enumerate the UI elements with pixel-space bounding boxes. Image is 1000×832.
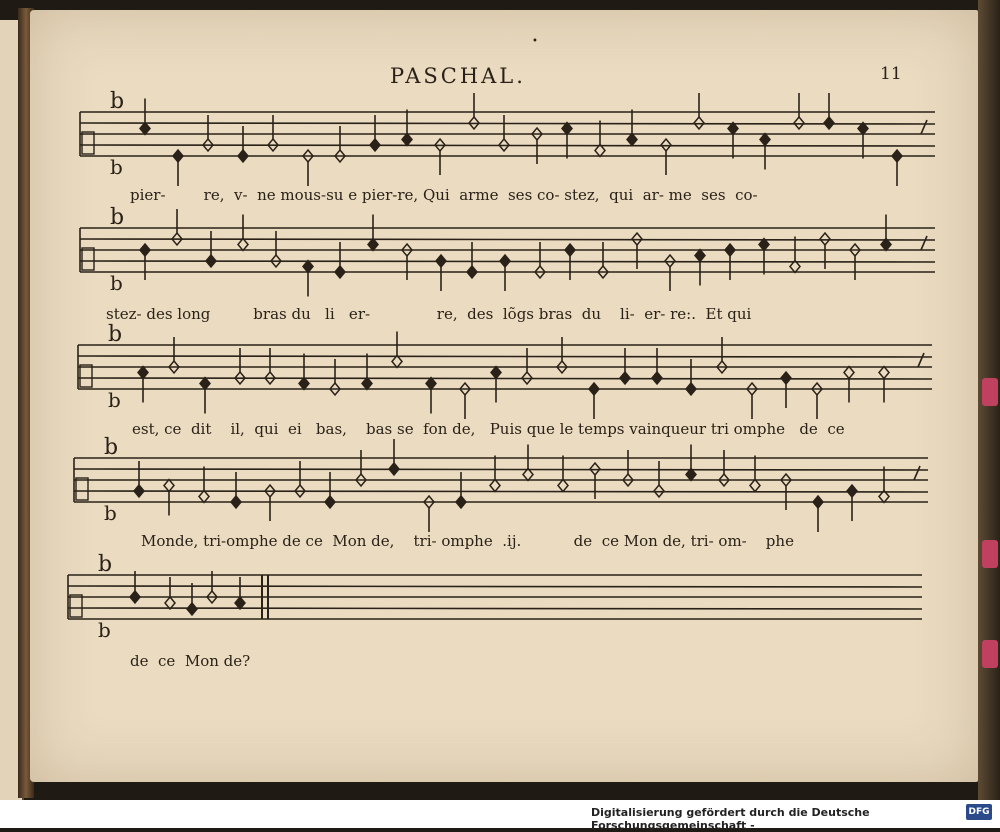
lyric-line-4: Monde, tri-omphe de ce Mon de, tri- omphe .ij. de ce Mon de, tri- om- phe bbox=[141, 532, 794, 550]
note-head bbox=[794, 117, 804, 129]
flat-sign: b bbox=[110, 155, 123, 179]
lyric-line-3: est, ce dit il, qui ei bas, bas se fon de, Puis que le temps vainqueur tri omphe de ce bbox=[132, 420, 845, 438]
note-head bbox=[238, 239, 248, 251]
note-head bbox=[303, 261, 313, 273]
flat-sign: b bbox=[104, 501, 117, 525]
note-head bbox=[725, 244, 735, 256]
note-head bbox=[370, 139, 380, 151]
note-head bbox=[589, 383, 599, 395]
flat-sign: b bbox=[108, 322, 123, 347]
note-head bbox=[173, 150, 183, 162]
note-head bbox=[750, 480, 760, 492]
note-head bbox=[165, 597, 175, 609]
note-head bbox=[565, 244, 575, 256]
lyric-line-5: de ce Mon de? bbox=[130, 652, 251, 670]
note-head bbox=[325, 496, 335, 508]
note-head bbox=[138, 367, 148, 379]
note-head bbox=[695, 250, 705, 262]
note-head bbox=[491, 367, 501, 379]
note-head bbox=[140, 123, 150, 135]
clef-mark bbox=[80, 365, 92, 387]
note-head bbox=[199, 491, 209, 503]
staff-line bbox=[78, 356, 932, 357]
note-head bbox=[362, 378, 372, 390]
note-head bbox=[140, 244, 150, 256]
custos bbox=[921, 236, 927, 250]
clef-mark bbox=[76, 478, 88, 500]
page-number: 11 bbox=[880, 64, 902, 84]
footer-credit: Digitalisierung gefördert durch die Deutsche Forschungsgemeinschaft - bbox=[591, 806, 870, 832]
note-head bbox=[426, 378, 436, 390]
clef-mark bbox=[82, 248, 94, 270]
staff-line bbox=[68, 586, 922, 587]
staff-line bbox=[74, 469, 928, 470]
note-head bbox=[781, 372, 791, 384]
note-head bbox=[187, 603, 197, 615]
flat-sign: b bbox=[110, 89, 125, 114]
note-head bbox=[389, 463, 399, 475]
ornament-dot: • bbox=[532, 36, 538, 47]
note-head bbox=[558, 480, 568, 492]
note-head bbox=[392, 356, 402, 368]
note-head bbox=[686, 383, 696, 395]
dfg-logo: DFG bbox=[966, 804, 992, 820]
note-head bbox=[231, 496, 241, 508]
note-head bbox=[892, 150, 902, 162]
note-head bbox=[164, 480, 174, 492]
note-head bbox=[130, 591, 140, 603]
note-head bbox=[879, 367, 889, 379]
flat-sign: b bbox=[104, 435, 119, 460]
custos bbox=[914, 466, 920, 480]
note-head bbox=[299, 378, 309, 390]
flat-sign: b bbox=[110, 205, 125, 230]
custos bbox=[918, 353, 924, 367]
custos bbox=[921, 120, 927, 134]
note-head bbox=[620, 372, 630, 384]
note-head bbox=[436, 255, 446, 267]
note-head bbox=[820, 233, 830, 245]
note-head bbox=[627, 134, 637, 146]
note-head bbox=[813, 496, 823, 508]
flat-sign: b bbox=[108, 388, 121, 412]
flat-sign: b bbox=[110, 271, 123, 295]
note-head bbox=[847, 485, 857, 497]
lyric-line-2: stez- des long bras du li er- re, des lõgs bras du li- er- re:. Et qui bbox=[106, 305, 752, 323]
note-head bbox=[824, 117, 834, 129]
note-head bbox=[134, 485, 144, 497]
note-head bbox=[467, 266, 477, 278]
note-head bbox=[490, 480, 500, 492]
flat-sign: b bbox=[98, 552, 113, 577]
note-head bbox=[456, 496, 466, 508]
note-head bbox=[402, 134, 412, 146]
note-head bbox=[235, 597, 245, 609]
clef-mark bbox=[70, 595, 82, 617]
note-head bbox=[206, 255, 216, 267]
note-head bbox=[368, 239, 378, 251]
note-head bbox=[760, 134, 770, 146]
lyric-line-1: pier- re, v- ne mous-su e pier-re, Qui arme ses co- stez, qui ar- me ses co- bbox=[130, 186, 758, 204]
staff-line bbox=[80, 239, 935, 240]
note-head bbox=[652, 372, 662, 384]
note-head bbox=[335, 266, 345, 278]
page-title: PASCHAL. bbox=[390, 64, 526, 88]
note-head bbox=[500, 255, 510, 267]
note-head bbox=[238, 150, 248, 162]
note-head bbox=[200, 378, 210, 390]
note-head bbox=[844, 367, 854, 379]
clef-mark bbox=[82, 132, 94, 154]
flat-sign: b bbox=[98, 618, 111, 642]
